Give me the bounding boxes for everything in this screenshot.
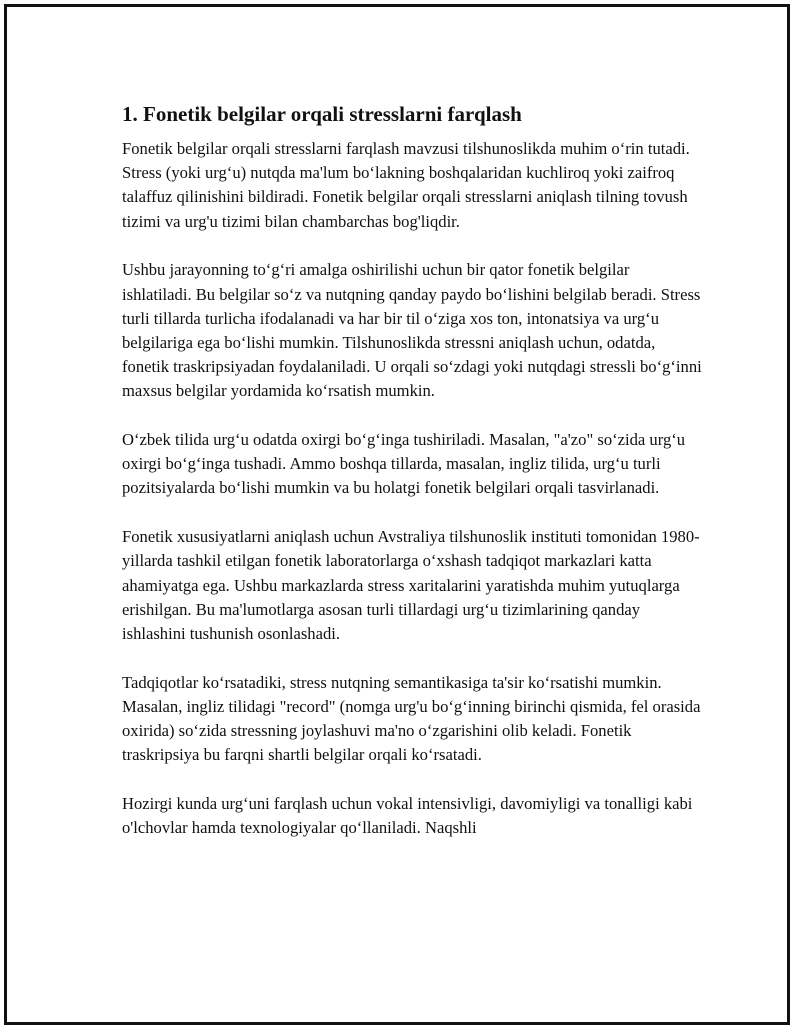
paragraph-4: Fonetik xususiyatlarni aniqlash uchun Avstraliya tilshunoslik instituti tomonidan 1980-yillarda tashkil etilgan fonetik laboratorlarga o‘xshash tadqiqot markazlari katta ahamiyatga ega. Ushbu markazlarda stress xaritalarini yaratishda muhim yutuqlarga erishilgan. Bu ma'lumotlarga asosan turli tillardagi urg‘u tizimlarining qanday ishlashini tushunish osonlashadi. [122, 527, 700, 643]
document-content [122, 101, 702, 865]
paragraph-1: Fonetik belgilar orqali stresslarni farqlash mavzusi tilshunoslikda muhim o‘rin tutadi. Stress (yoki urg‘u) nutqda ma'lum bo‘lakning boshqalaridan kuchliroq yoki zaifroq talaffuz qilinishini bildiradi. Fonetik belgilar orqali stresslarni aniqlash tilning tovush tizimi va urg'u tizimi bilan chambarchas bog'liqdir. [122, 139, 690, 231]
paragraph-2: Ushbu jarayonning to‘g‘ri amalga oshirilishi uchun bir qator fonetik belgilar ishlatiladi. Bu belgilar so‘z va nutqning qanday paydo bo‘lishini belgilab beradi. Stress turli tillarda turlicha ifodalanadi va har bir til o‘ziga xos ton, intonatsiya va urg‘u belgilariga ega bo‘lishi mumkin. Tilshunoslikda stressni aniqlash uchun, odatda, fonetik traskripsiyadan foydalaniladi. U orqali so‘zdagi yoki nutqdagi stressli bo‘g‘inni maxsus belgilar yordamida ko‘rsatish mumkin. [122, 260, 702, 401]
section-heading: 1. Fonetik belgilar orqali stresslarni farqlash [122, 102, 522, 126]
paragraph-5: Tadqiqotlar ko‘rsatadiki, stress nutqning semantikasiga ta'sir ko‘rsatishi mumkin. Masalan, ingliz tilidagi "record" (nomga urg'u bo‘g‘inning birinchi qismida, fel orasida oxirida) so‘zida stressning joylashuvi ma'no o‘zgarishini olib keladi. Fonetik traskripsiya bu farqni shartli belgilar orqali ko‘rsatadi. [122, 672, 701, 765]
document-page [4, 4, 790, 1025]
paragraph-3: O‘zbek tilida urg‘u odatda oxirgi bo‘g‘inga tushiriladi. Masalan, "a'zo" so‘zida urg‘u oxirgi bo‘g‘inga tushadi. Ammo boshqa tillarda, masalan, ingliz tilida, urg‘u turli pozitsiyalarda bo‘lishi mumkin va bu holatgi fonetik belgilari orqali tasvirlanadi. [122, 430, 686, 498]
paragraph-6: Hozirgi kunda urg‘uni farqlash uchun vokal intensivligi, davomiyligi va tonalligi kabi o'lchovlar hamda texnologiyalar qo‘llaniladi. Naqshli [122, 793, 693, 838]
